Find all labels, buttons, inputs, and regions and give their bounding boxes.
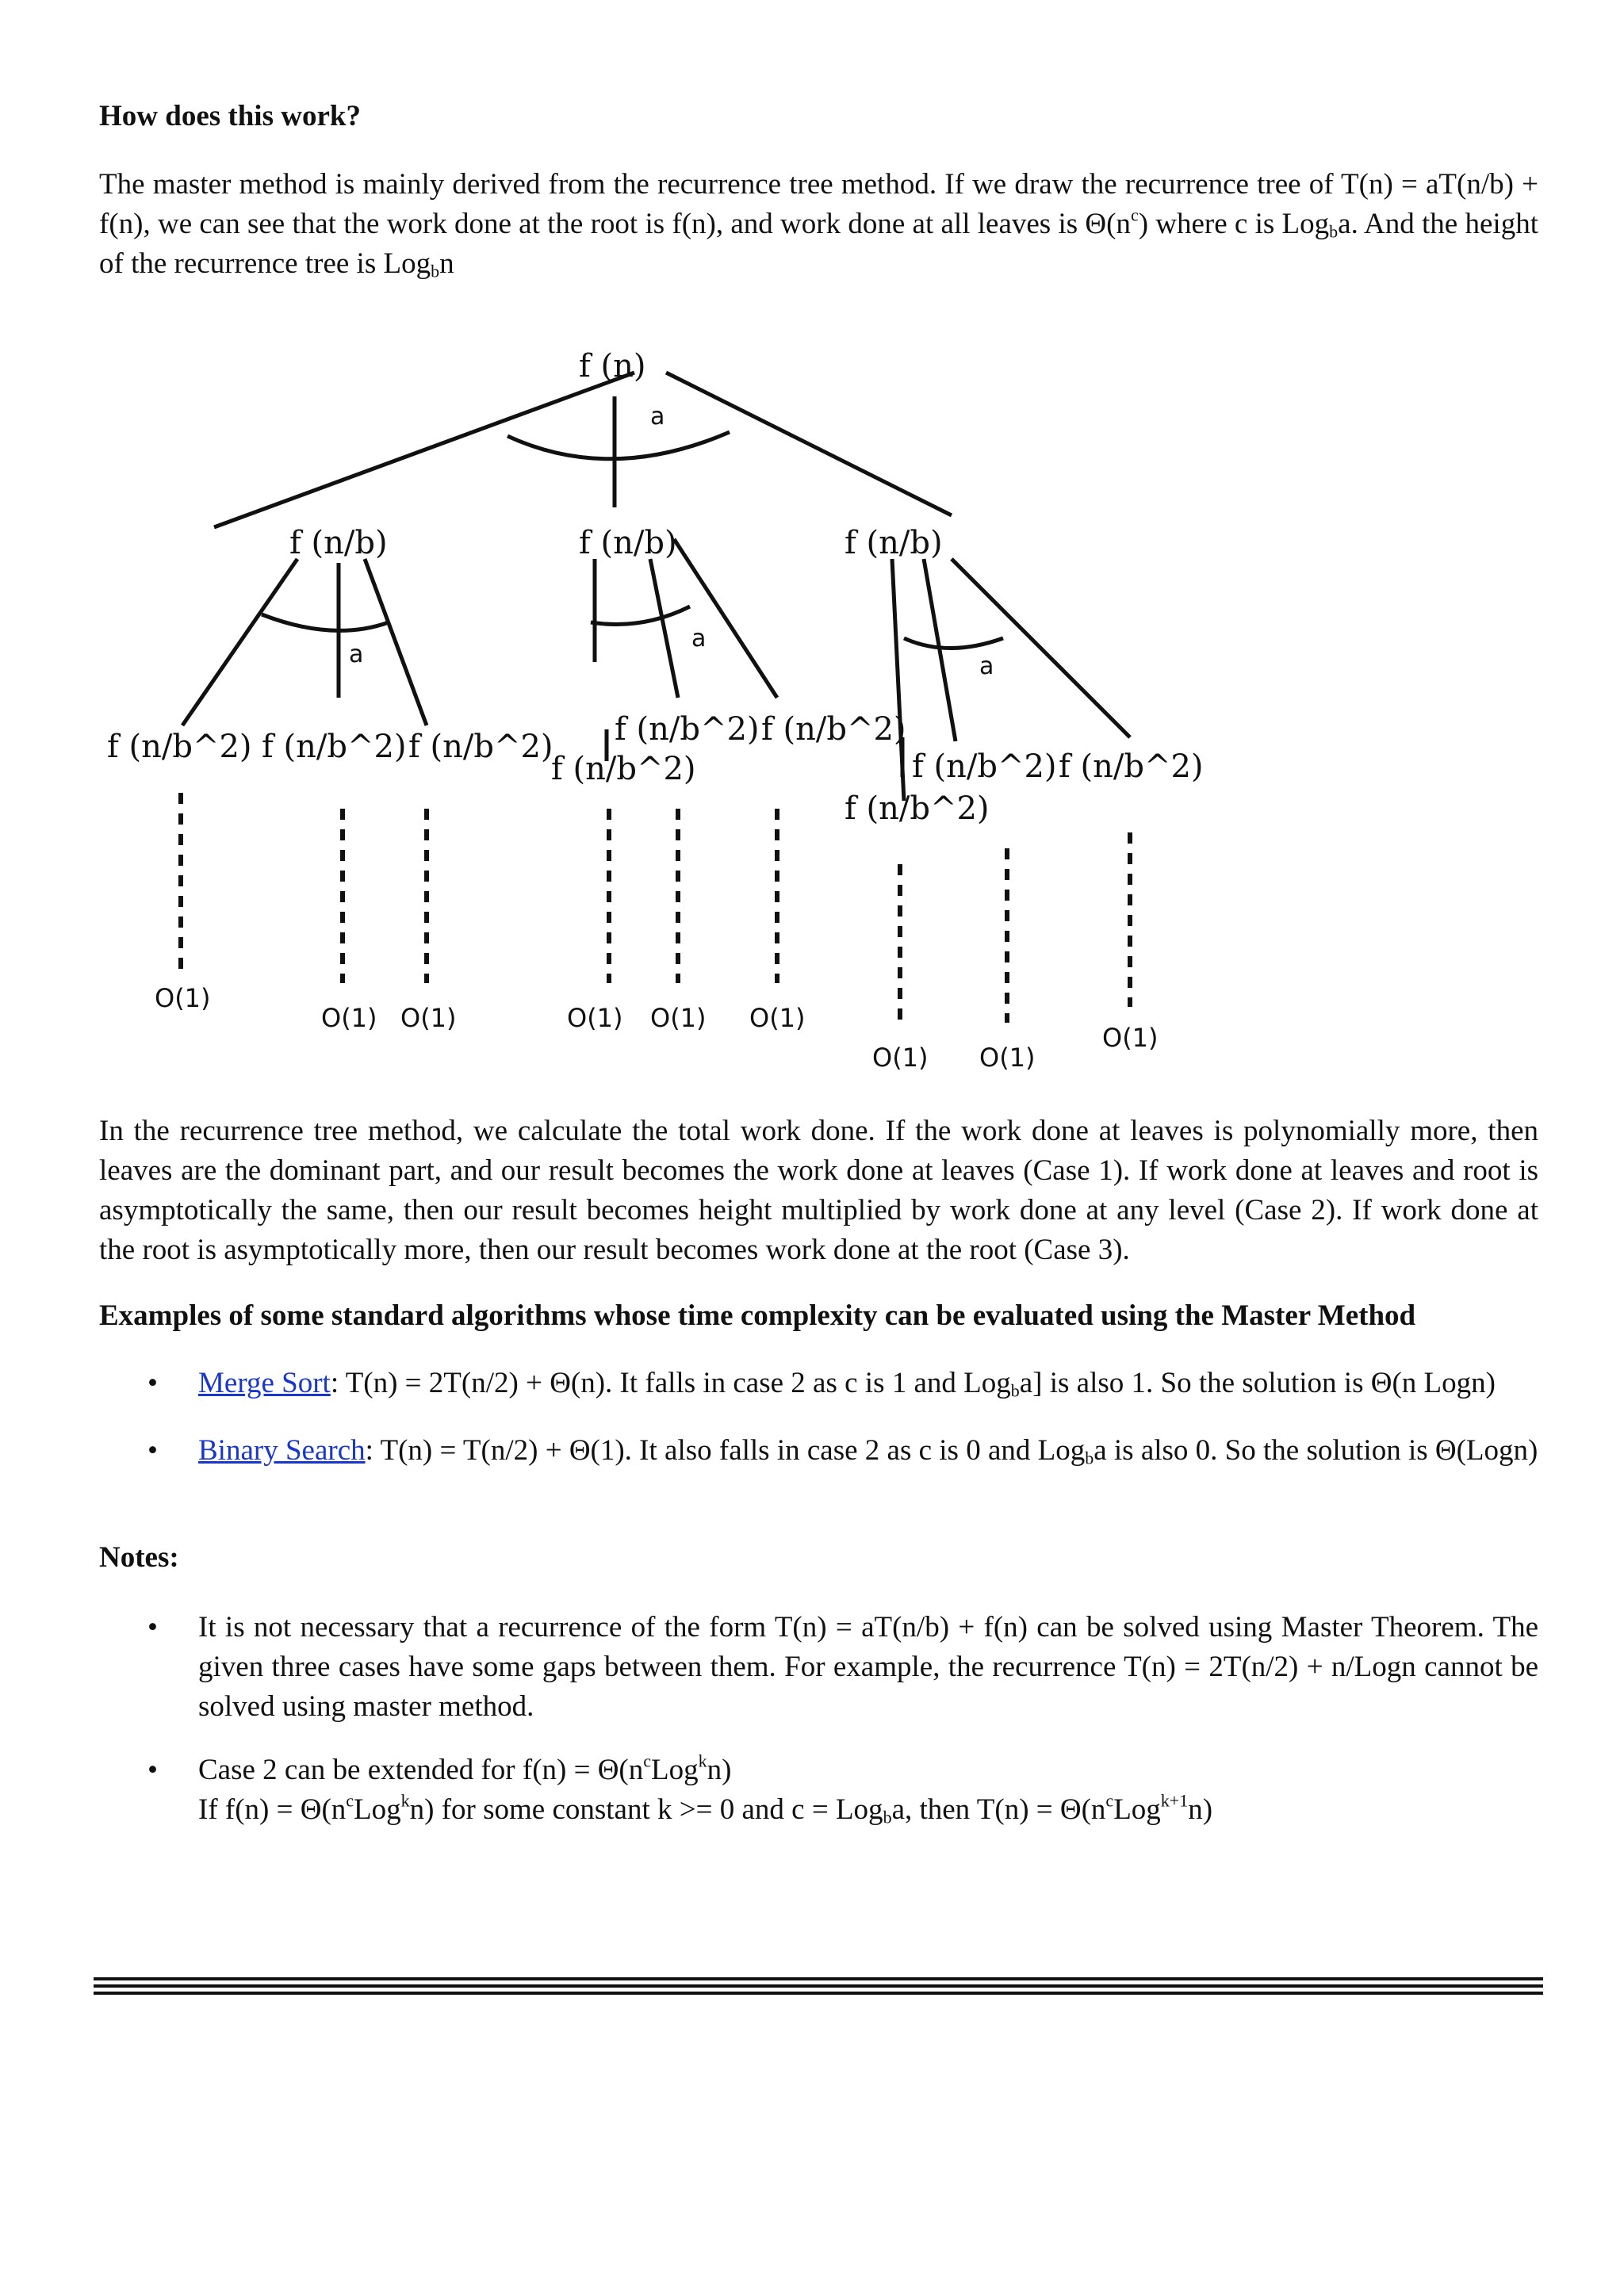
note-case-2-extension (198, 1751, 1538, 1830)
tree-level2-label-2: f (n/b^2) (262, 729, 407, 765)
tree-branch-label-root: a (650, 403, 665, 430)
heading-examples: Examples of some standard algorithms whose time complexity can be evaluated using the Master Method (99, 1299, 1416, 1332)
note-case-2-line-2: If $f(n) = \Theta(n^cLog^kn)$ for some constant k >= 0 and c = Log$_b$a, then $T(n) = \Theta(n^cLog^{k+1}n)$ (198, 1790, 1213, 1827)
tree-level2-label-8: f (n/b^2) (912, 748, 1057, 785)
tree-leaf-7: O(1) (872, 1043, 929, 1073)
bullet-note-1: • (147, 1611, 158, 1644)
tree-leaf-6: O(1) (749, 1003, 806, 1033)
recurrence-tree-explanation: In the recurrence tree method, we calculate the total work done. If the work done at leaves is polynomially more, then leaves are the dominant part, and our result becomes the work done at leaves (Case 1). If work done at leaves and root is asymptotically the same, then our result becomes height multiplied by work done at any level (Case 2). If work done at the root is asymptotically more, then our result becomes work done at the root (Case 3). (99, 1115, 1538, 1266)
tree-branch-label-2: a (691, 625, 707, 652)
recurrence-tree-diagram (95, 349, 1205, 1078)
tree-level2-label-9: f (n/b^2) (1059, 748, 1204, 785)
tree-leaf-3: O(1) (400, 1003, 457, 1033)
intro-paragraph: The master method is mainly derived from the recurrence tree method. If we draw the recurrence tree of T(n) = aT(n/b) + f(n), we can see that the work done at the root is f(n), and work done at all leaves is $\Theta(n^c)$ where c is Log$_b$a. And the height of the recurrence tree is Log$_b$n (99, 168, 1538, 281)
example-binary-search: Binary Search: T(n) = T(n/2) + Θ(1). It also falls in case 2 as c is 0 and Log$_b$a is also 0. So the solution is Θ(Logn) (198, 1434, 1538, 1468)
tree-leaf-8: O(1) (979, 1043, 1036, 1073)
footer-rule-top (94, 1977, 1543, 1980)
edge-root-right (666, 373, 952, 515)
tree-level2-label-4: f (n/b^2) (551, 751, 696, 787)
tree-level1-label-3: f (n/b) (845, 525, 943, 561)
tree-leaf-2: O(1) (321, 1003, 377, 1033)
note-master-theorem-gaps: It is not necessary that a recurrence of the form T(n) = aT(n/b) + f(n) can be solved using Master Theorem. The given three cases have some gaps between them. For example, the recurrence T(n) = 2T(n/2) + n/Logn cannot be solved using master method. (198, 1611, 1538, 1723)
footer-rule-middle (94, 1984, 1543, 1988)
merge-sort-link[interactable]: Merge Sort (198, 1367, 331, 1399)
binary-search-link[interactable]: Binary Search (198, 1434, 366, 1467)
arc-root (508, 432, 730, 459)
tree-level2-label-5: f (n/b^2) (615, 711, 760, 748)
tree-root-label: f (n) (579, 349, 646, 385)
tree-leaf-4: O(1) (567, 1003, 623, 1033)
heading-how-does-this-work: How does this work? (99, 100, 361, 132)
heading-notes: Notes: (99, 1541, 179, 1574)
tree-branch-label-1: a (349, 641, 364, 668)
tree-leaf-1: O(1) (155, 983, 211, 1013)
tree-branch-label-3: a (979, 652, 994, 680)
tree-level1-label-1: f (n/b) (289, 525, 388, 561)
tree-level2-label-1: f (n/b^2) (107, 729, 252, 765)
tree-level1-label-2: f (n/b) (579, 525, 677, 561)
bullet-merge-sort: • (147, 1367, 158, 1399)
example-merge-sort: Merge Sort: T(n) = 2T(n/2) + Θ(n). It falls in case 2 as c is 1 and Log$_b$a] is also 1. So the solution is Θ(n Logn) (198, 1367, 1496, 1401)
tree-level2-label-7: f (n/b^2) (845, 790, 990, 827)
tree-level2-label-3: f (n/b^2) (408, 729, 553, 765)
note-case-2-line-1: Case 2 can be extended for $f(n) = \Theta(n^cLog^kn)$ (198, 1751, 732, 1786)
bullet-note-2: • (147, 1754, 158, 1786)
footer-rule-bottom (94, 1992, 1543, 1995)
tree-level2-label-6: f (n/b^2) (761, 711, 906, 748)
tree-leaf-5: O(1) (650, 1003, 707, 1033)
tree-leaf-9: O(1) (1102, 1023, 1159, 1053)
bullet-binary-search: • (147, 1434, 158, 1467)
edge-root-left (214, 373, 634, 527)
